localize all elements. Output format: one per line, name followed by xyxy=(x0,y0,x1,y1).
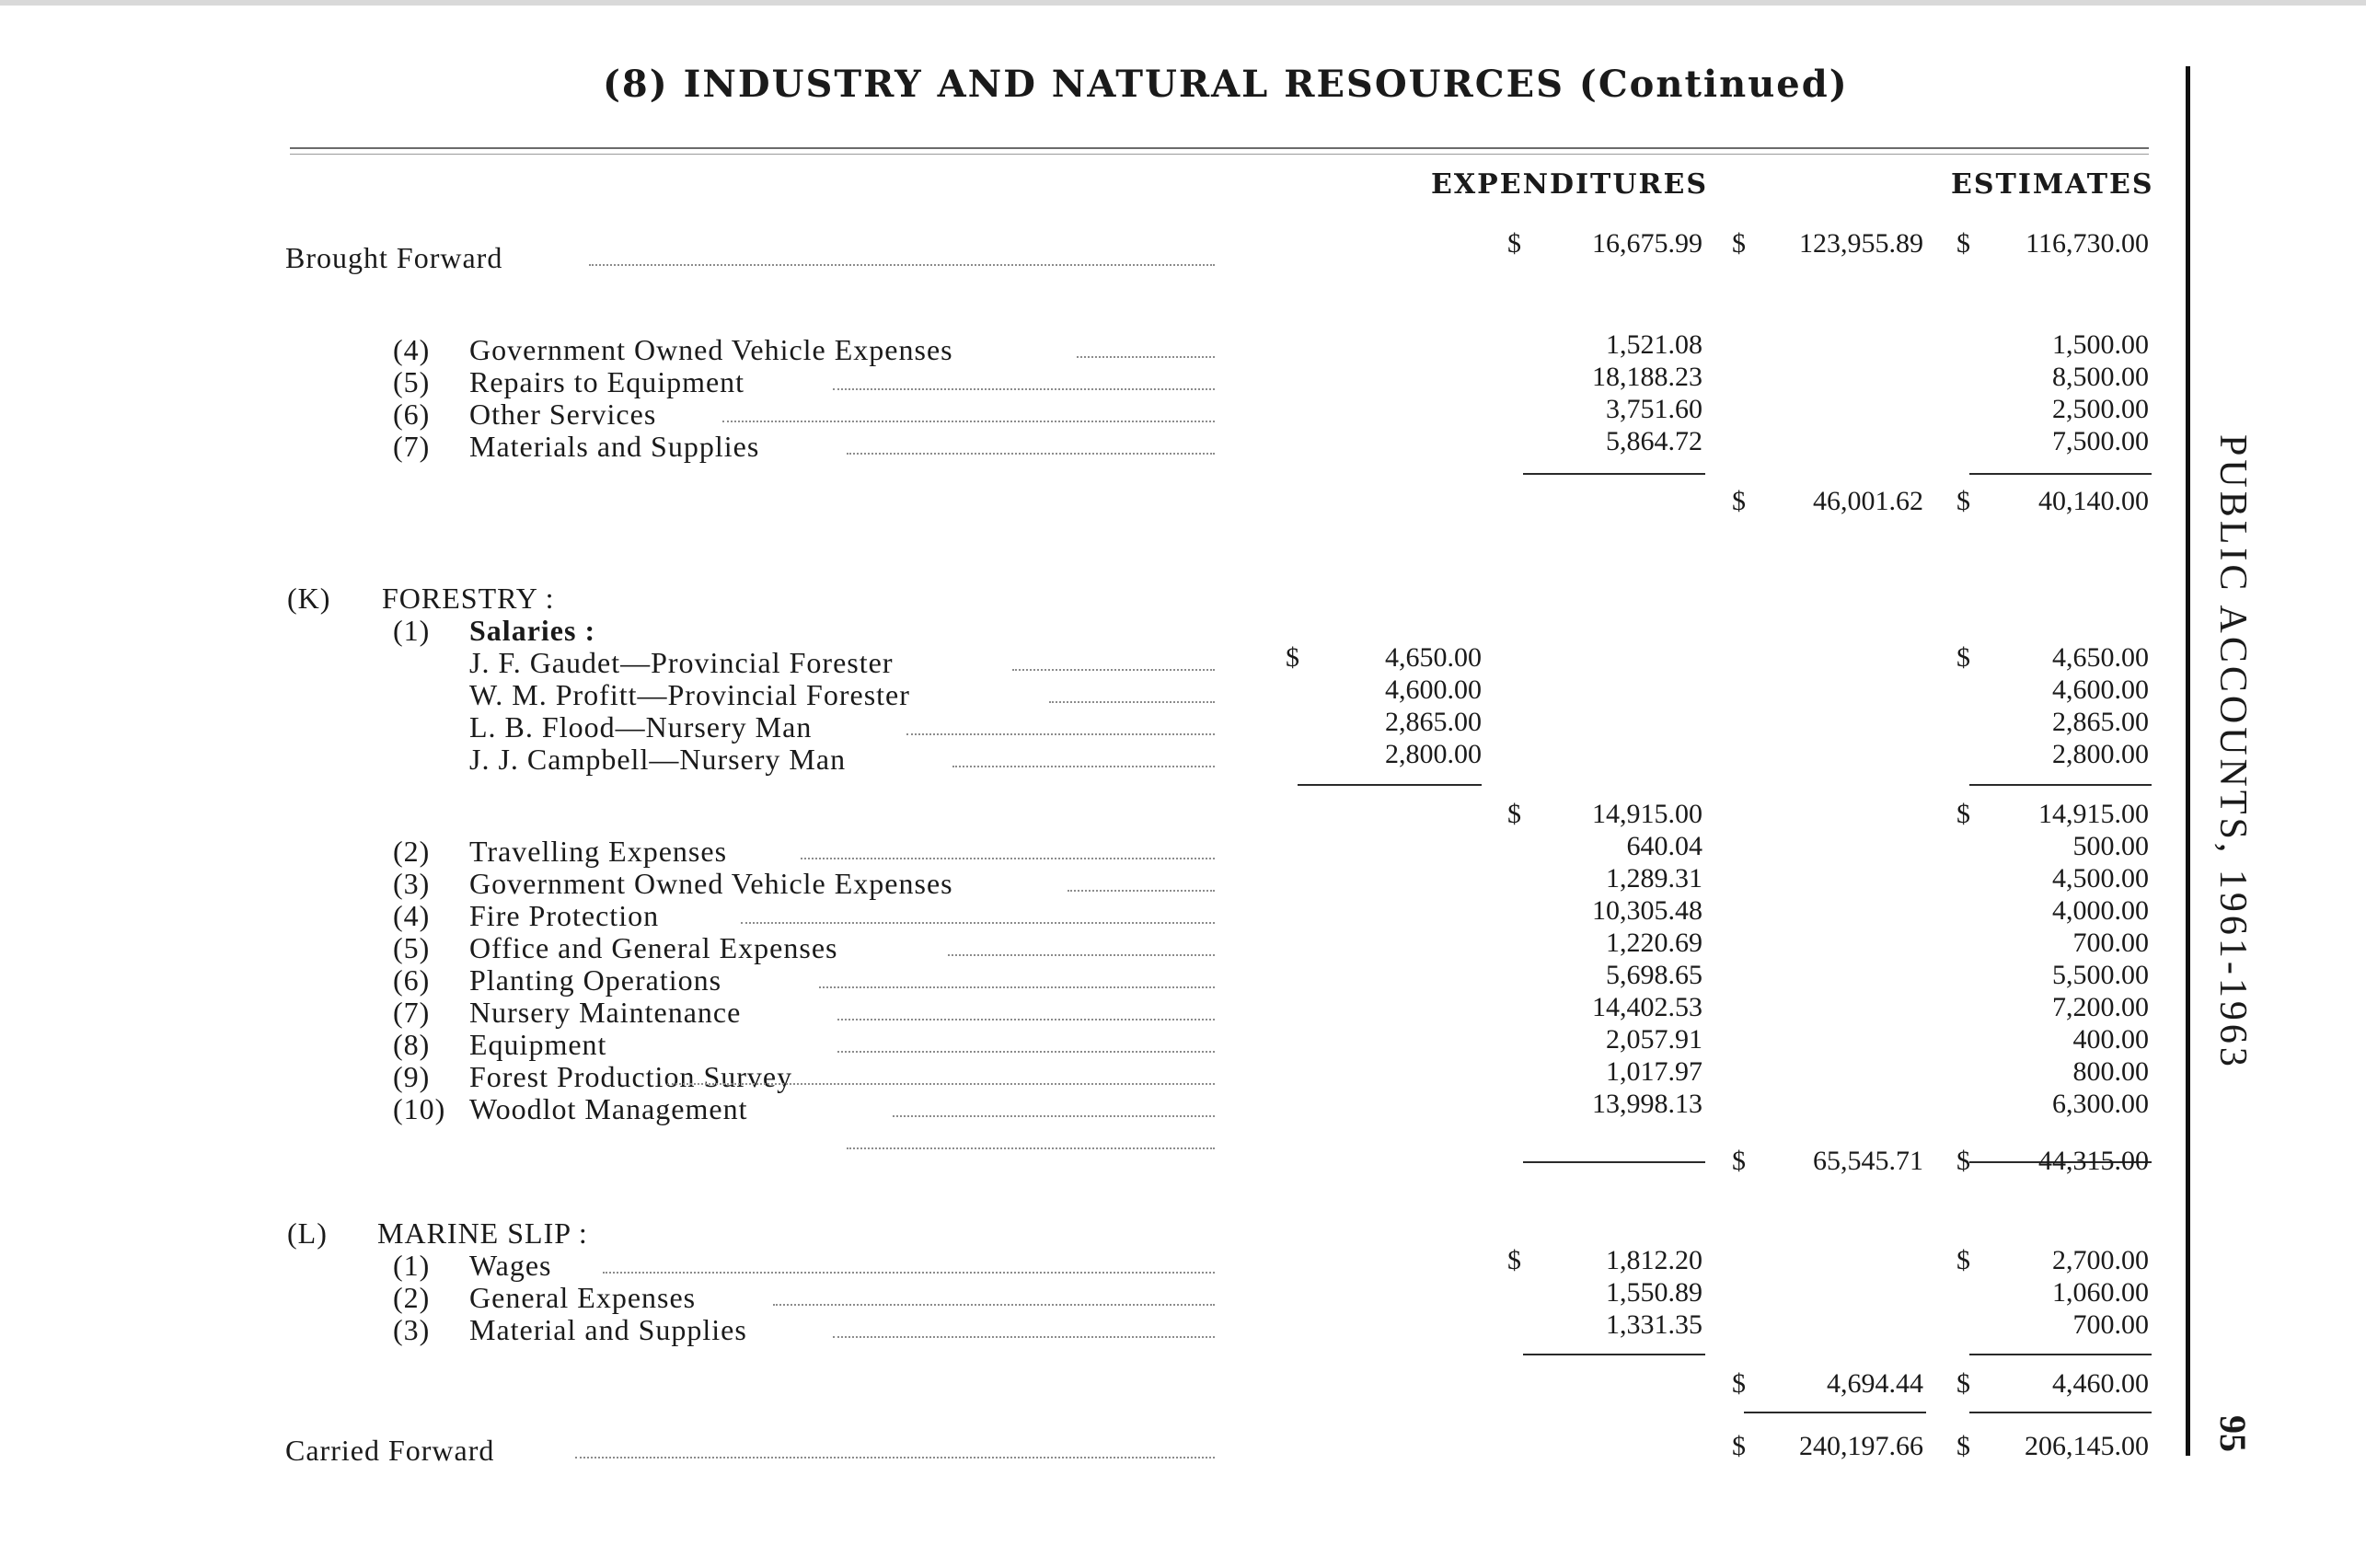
salary-estimate: 4,600.00 xyxy=(2052,674,2149,705)
subtotal-rule xyxy=(1969,784,2152,786)
carried-forward-label: Carried Forward xyxy=(285,1434,495,1467)
item-number: (3) xyxy=(393,867,431,900)
item-expenditure: 1,220.69 xyxy=(1606,928,1702,958)
dot-leader xyxy=(722,421,1215,422)
item-estimate: 700.00 xyxy=(2072,928,2149,958)
page-title: (8) INDUSTRY AND NATURAL RESOURCES (Continued) xyxy=(603,63,1849,106)
item-number: (8) xyxy=(393,1028,431,1061)
section-l-total: 4,694.44 xyxy=(1827,1368,1923,1399)
dot-leader xyxy=(1068,890,1215,892)
dollar-sign: $ xyxy=(1956,1245,1970,1275)
dot-leader xyxy=(801,858,1215,859)
salary-amount: 2,800.00 xyxy=(1385,739,1482,769)
running-header: PUBLIC ACCOUNTS, 1961-1963 xyxy=(2211,434,2254,1070)
item-label: Government Owned Vehicle Expenses xyxy=(469,333,953,366)
item-estimate: 4,000.00 xyxy=(2052,895,2149,926)
dollar-sign: $ xyxy=(1956,642,1970,673)
item-expenditure: 14,402.53 xyxy=(1592,992,1702,1022)
item-label: Forest Production Survey xyxy=(469,1060,793,1093)
item-estimate: 8,500.00 xyxy=(2052,362,2149,392)
section-j-total: 46,001.62 xyxy=(1813,486,1923,516)
item-label: Material and Supplies xyxy=(469,1313,747,1346)
item-label: Repairs to Equipment xyxy=(469,365,745,398)
item-label: Government Owned Vehicle Expenses xyxy=(469,867,953,900)
salary-label: J. J. Campbell—Nursery Man xyxy=(469,743,847,776)
dot-leader xyxy=(837,1051,1215,1053)
item-number: (5) xyxy=(393,931,431,964)
item-label: Woodlot Management xyxy=(469,1092,748,1125)
item-expenditure: 5,698.65 xyxy=(1606,960,1702,990)
dot-leader xyxy=(773,1304,1215,1306)
dollar-sign: $ xyxy=(1732,1368,1746,1399)
item-estimate: 500.00 xyxy=(2072,831,2149,861)
item-number: (7) xyxy=(393,430,431,463)
salaries-label: Salaries : xyxy=(469,614,596,647)
item-expenditure: 1,289.31 xyxy=(1606,863,1702,894)
dot-leader xyxy=(833,388,1215,390)
dot-leader xyxy=(847,453,1215,455)
dollar-sign: $ xyxy=(1956,1431,1970,1461)
item-estimate: 5,500.00 xyxy=(2052,960,2149,990)
dot-leader xyxy=(952,766,1215,767)
subtotal-rule xyxy=(1523,473,1705,475)
dot-leader xyxy=(906,733,1215,735)
brought-forward-expenditures: 16,675.99 xyxy=(1592,228,1702,259)
title-underline-secondary xyxy=(290,154,2149,155)
item-expenditure: 18,188.23 xyxy=(1592,362,1702,392)
item-label: Office and General Expenses xyxy=(469,931,838,964)
salaries-estimate-total: 14,915.00 xyxy=(2038,799,2149,829)
item-number: (7) xyxy=(393,996,431,1029)
item-number: (10) xyxy=(393,1092,446,1125)
dot-leader xyxy=(667,1083,1215,1085)
dollar-sign: $ xyxy=(1286,642,1299,673)
item-label: Equipment xyxy=(469,1028,607,1061)
salary-label: J. F. Gaudet—Provincial Forester xyxy=(469,646,894,679)
salary-amount: 4,600.00 xyxy=(1385,674,1482,705)
dollar-sign: $ xyxy=(1956,799,1970,829)
salary-amount: 2,865.00 xyxy=(1385,707,1482,737)
title-underline xyxy=(290,147,2149,149)
item-estimate: 2,700.00 xyxy=(2052,1245,2149,1275)
dot-leader xyxy=(847,1147,1215,1149)
item-estimate: 400.00 xyxy=(2072,1024,2149,1055)
item-estimate: 7,200.00 xyxy=(2052,992,2149,1022)
section-l-letter: (L) xyxy=(287,1216,328,1250)
dot-leader xyxy=(1049,701,1215,703)
subtotal-rule xyxy=(1969,1354,2152,1355)
item-estimate: 2,500.00 xyxy=(2052,394,2149,424)
item-number: (3) xyxy=(393,1313,431,1346)
estimates-header: ESTIMATES xyxy=(1951,168,2154,201)
dot-leader xyxy=(819,986,1215,988)
item-estimate: 7,500.00 xyxy=(2052,426,2149,456)
section-k-letter: (K) xyxy=(287,582,331,615)
subtotal-rule xyxy=(1298,784,1482,786)
item-estimate: 800.00 xyxy=(2072,1056,2149,1087)
dollar-sign: $ xyxy=(1732,486,1746,516)
dollar-sign: $ xyxy=(1507,1245,1521,1275)
dollar-sign: $ xyxy=(1956,1146,1970,1176)
item-label: Materials and Supplies xyxy=(469,430,760,463)
item-label: Nursery Maintenance xyxy=(469,996,742,1029)
item-number: (4) xyxy=(393,899,431,932)
dot-leader xyxy=(603,1272,1215,1274)
item-expenditure: 1,550.89 xyxy=(1606,1277,1702,1308)
section-k-estimate-total: 44,315.00 xyxy=(2038,1146,2149,1176)
carried-forward-estimates: 206,145.00 xyxy=(2025,1431,2149,1461)
item-number: (2) xyxy=(393,835,431,868)
salary-estimate: 4,650.00 xyxy=(2052,642,2149,673)
brought-forward-total: 123,955.89 xyxy=(1799,228,1923,259)
section-j-estimate-total: 40,140.00 xyxy=(2038,486,2149,516)
dollar-sign: $ xyxy=(1507,799,1521,829)
dollar-sign: $ xyxy=(1507,228,1521,259)
subtotal-rule xyxy=(1523,1161,1705,1163)
item-expenditure: 13,998.13 xyxy=(1592,1089,1702,1119)
dollar-sign: $ xyxy=(1956,1368,1970,1399)
item-number: (4) xyxy=(393,333,431,366)
item-label: General Expenses xyxy=(469,1281,697,1314)
item-number: (1) xyxy=(393,1249,431,1282)
brought-forward-estimates: 116,730.00 xyxy=(2026,228,2149,259)
item-label: Other Services xyxy=(469,398,657,431)
dot-leader xyxy=(575,1457,1215,1458)
salary-label: W. M. Profitt—Provincial Forester xyxy=(469,678,910,711)
item-expenditure: 1,521.08 xyxy=(1606,329,1702,360)
item-label: Travelling Expenses xyxy=(469,835,728,868)
item-expenditure: 1,812.20 xyxy=(1606,1245,1702,1275)
salary-estimate: 2,800.00 xyxy=(2052,739,2149,769)
dot-leader xyxy=(741,922,1215,924)
dot-leader xyxy=(1077,356,1215,358)
item-number: (6) xyxy=(393,963,431,997)
dollar-sign: $ xyxy=(1956,486,1970,516)
item-label: Fire Protection xyxy=(469,899,660,932)
salaries-total: 14,915.00 xyxy=(1592,799,1702,829)
section-l-title: MARINE SLIP : xyxy=(377,1216,588,1250)
item-estimate: 700.00 xyxy=(2072,1309,2149,1340)
item-expenditure: 2,057.91 xyxy=(1606,1024,1702,1055)
item-expenditure: 1,331.35 xyxy=(1606,1309,1702,1340)
item-expenditure: 10,305.48 xyxy=(1592,895,1702,926)
item-estimate: 1,060.00 xyxy=(2052,1277,2149,1308)
dollar-sign: $ xyxy=(1732,1431,1746,1461)
item-expenditure: 3,751.60 xyxy=(1606,394,1702,424)
subtotal-rule xyxy=(1523,1354,1705,1355)
section-l-estimate-total: 4,460.00 xyxy=(2052,1368,2149,1399)
page-number: 95 xyxy=(2212,1415,2254,1452)
section-k-title: FORESTRY : xyxy=(382,582,555,615)
dot-leader xyxy=(589,264,1215,266)
carried-forward-total: 240,197.66 xyxy=(1799,1431,1923,1461)
salary-estimate: 2,865.00 xyxy=(2052,707,2149,737)
brought-forward-label: Brought Forward xyxy=(285,241,503,274)
salary-amount: 4,650.00 xyxy=(1385,642,1482,673)
total-rule xyxy=(1744,1412,1926,1413)
dot-leader xyxy=(948,954,1215,956)
salaries-number: (1) xyxy=(393,614,431,647)
item-estimate: 1,500.00 xyxy=(2052,329,2149,360)
item-label: Wages xyxy=(469,1249,552,1282)
dot-leader xyxy=(837,1019,1215,1020)
item-number: (9) xyxy=(393,1060,431,1093)
dot-leader xyxy=(833,1336,1215,1338)
item-expenditure: 640.04 xyxy=(1626,831,1702,861)
item-label: Planting Operations xyxy=(469,963,722,997)
dollar-sign: $ xyxy=(1956,228,1970,259)
dot-leader xyxy=(893,1115,1215,1117)
total-rule xyxy=(1969,1412,2152,1413)
expenditures-header: EXPENDITURES xyxy=(1431,168,1708,201)
section-k-total: 65,545.71 xyxy=(1813,1146,1923,1176)
salary-label: L. B. Flood—Nursery Man xyxy=(469,710,813,744)
item-number: (6) xyxy=(393,398,431,431)
dollar-sign: $ xyxy=(1732,228,1746,259)
dollar-sign: $ xyxy=(1732,1146,1746,1176)
item-estimate: 4,500.00 xyxy=(2052,863,2149,894)
item-expenditure: 5,864.72 xyxy=(1606,426,1702,456)
dot-leader xyxy=(1012,669,1215,671)
item-estimate: 6,300.00 xyxy=(2052,1089,2149,1119)
item-number: (5) xyxy=(393,365,431,398)
item-expenditure: 1,017.97 xyxy=(1606,1056,1702,1087)
subtotal-rule xyxy=(1969,473,2152,475)
scan-edge-shade xyxy=(0,0,2366,6)
item-number: (2) xyxy=(393,1281,431,1314)
